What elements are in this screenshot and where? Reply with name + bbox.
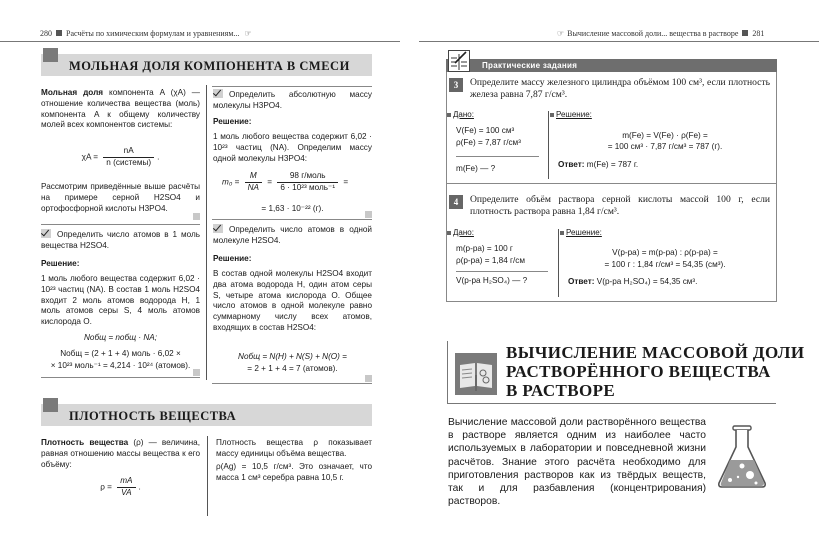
banner-square-icon [43, 48, 58, 62]
formula-text: Nобщ = nобщ · NA; [84, 333, 157, 342]
section-title: ПЛОТНОСТЬ ВЕЩЕСТВА [69, 409, 237, 423]
notebook-pen-icon [448, 50, 470, 72]
hand-pointer-icon: ☞ [244, 29, 252, 38]
solution-line: = 100 г : 1,84 г/см³ = 54,35 (см³). [604, 259, 726, 269]
solution-heading: Решение: [213, 117, 252, 126]
running-title: Расчёты по химическим формулам и уравнениям... [66, 29, 240, 38]
find-value: m(Fe) — ? [456, 164, 496, 173]
task-prompt: Определить число атомов в одной молекуле H2SO4. [213, 225, 372, 245]
divider [212, 219, 372, 220]
end-square-icon [193, 213, 200, 220]
solution-text: 1 моль любого вещества содержит 6,02 · 10²³ частиц (NA). В состав 1 моль H2SO4 входит 2 моль атомов водорода H, 1 моль атомов серы S, 4 моль атомов кислорода O. [41, 274, 200, 327]
banner-square-icon [43, 398, 58, 412]
section-body: Вычисление массовой доли растворённого вещества в растворе является одним из наиболее часто используемых в лаборатории и повседневной жизни расчётов. Знание этого расчёта необходимо для приготовления растворов как из твёрдых веществ, так и для разбавления (концентрирования) растворов. [448, 417, 706, 508]
density-explanation: Плотность вещества ρ показывает массу единицы объёма вещества. [216, 438, 372, 458]
end-square-icon [193, 369, 200, 376]
solution-line: V(р-ра) = m(р-ра) : ρ(р-ра) = [612, 248, 718, 257]
heading-line: В РАСТВОРЕ [506, 381, 616, 401]
divider [212, 383, 372, 384]
solution-label [213, 254, 372, 265]
formula-numerator: M [245, 171, 262, 183]
given-item: ρ(р-ра) = 1,84 г/см [456, 256, 526, 266]
heading-left-rule [447, 341, 448, 403]
answer [558, 160, 638, 171]
checkmark-icon [213, 89, 223, 98]
task-atoms-in-mole [41, 229, 200, 252]
formula-numerator: mA [117, 476, 135, 488]
formula-denominator: NA [247, 182, 259, 192]
task-number-badge: 3 [449, 78, 463, 92]
formula-denominator: VA [121, 487, 132, 497]
column-divider [206, 85, 207, 380]
answer-value: m(Fe) = 787 г. [586, 160, 639, 169]
density-definition [41, 438, 200, 470]
answer-label: Ответ: [568, 277, 595, 286]
header-rule [0, 41, 400, 42]
header-rule [419, 41, 819, 42]
definition-term: Мольная доля [41, 88, 104, 97]
formula-line-2: = 2 + 1 + 4 = 7 (атомов). [247, 364, 338, 373]
mass-result: = 1,63 · 10⁻²² (г). [261, 204, 324, 213]
definition-text: (ρ) — величина, равная отношению массы вещества к его объёму: [41, 438, 201, 469]
density-formula: ρ = $\frac{mA}{VA}$ . [100, 476, 141, 497]
page-number: 280 [40, 29, 52, 38]
solution-text: В состав одной молекулы H2SO4 входит два атома водорода H, один атом серы S, четыре атома кислорода O. Общее число атомов в одной молекуле равно суммарному числу всех атомов, входящих в состав H2SO4: [213, 269, 372, 333]
heading-line: ВЫЧИСЛЕНИЕ МАССОВОЙ ДОЛИ [506, 343, 805, 362]
end-square-icon [365, 375, 372, 382]
column-divider [548, 111, 549, 179]
section-title: МОЛЬНАЯ ДОЛЯ КОМПОНЕНТА В СМЕСИ [69, 59, 350, 73]
silver-density-example: ρ(Ag) = 10,5 г/см³. Это означает, что масса 1 см³ серебра равна 10,5 г. [216, 462, 372, 482]
given-list [456, 125, 521, 150]
given-item: ρ(Fe) = 7,87 г/см³ [456, 138, 521, 148]
formula-line-2: Nобщ = (2 + 1 + 4) моль · 6,02 × [60, 349, 181, 358]
solution-label: Решение: [550, 110, 592, 121]
book-molecule-icon [455, 353, 497, 395]
given-item: m(р-ра) = 100 г [456, 244, 513, 253]
solution-line: m(Fe) = V(Fe) · ρ(Fe) = [622, 131, 708, 140]
formula-numerator: nA [103, 146, 154, 158]
mole-fraction-definition [41, 88, 200, 131]
task-atoms-in-molecule [213, 224, 372, 247]
running-title: Вычисление массовой доли... вещества в растворе [567, 29, 739, 38]
formula-lhs: m₀ = [222, 177, 240, 187]
left-running-head [40, 29, 252, 40]
checkmark-icon [213, 224, 223, 233]
section-banner-density [41, 404, 372, 426]
solution-text: 1 моль любого вещества содержит 6,02 · 10²³ частиц (NA). Определим массу одной молекулы H3PO4: [213, 132, 372, 163]
formula-line-1 [41, 333, 200, 344]
answer-label: Ответ: [558, 160, 585, 169]
solution-line: = 100 см³ · 7,87 г/см³ = 787 (г). [607, 142, 723, 152]
heading-line: РАСТВОРЁННОГО ВЕЩЕСТВА [506, 362, 771, 382]
formula-denominator: 6 · 10²³ моль⁻¹ [280, 182, 336, 192]
task-absolute-mass [213, 89, 372, 112]
solution-label [213, 117, 372, 128]
erlenmeyer-flask-icon [716, 425, 768, 493]
divider [212, 86, 372, 87]
formula-line-1 [213, 352, 372, 363]
section-heading [506, 343, 804, 401]
section-banner-mole-fraction [41, 54, 372, 76]
answer-value: V(р-ра H₂SO₄) = 54,35 см³. [596, 277, 698, 286]
solution-lines [565, 130, 765, 153]
find-value: V(р-ра H₂SO₄) — ? [456, 276, 528, 285]
hand-pointer-icon: ☞ [557, 29, 565, 38]
solution-heading: Решение: [213, 254, 252, 263]
solution-lines [570, 247, 760, 271]
definition-term: Плотность вещества [41, 438, 129, 447]
given-label: Дано: [447, 110, 474, 121]
practice-header: Практические задания [446, 59, 777, 72]
formula-lhs: ρ = [100, 482, 112, 492]
square-bullet-icon [742, 30, 748, 36]
column-divider [558, 229, 559, 297]
page-number: 281 [752, 29, 765, 38]
divider [41, 377, 200, 378]
formula-line-3: × 10²³ моль⁻¹ = 4,214 · 10²⁴ (атомов). [50, 361, 191, 370]
solution-heading: Решение: [41, 259, 80, 268]
square-bullet-icon [56, 30, 62, 36]
solution-label [41, 259, 200, 270]
mass-formula: m₀ = $\frac{M}{NA}$ = $\frac{\text{98 г/моль}}{\text{6 · 10²³ моль⁻¹}}$ = [222, 171, 349, 192]
heading-bottom-rule [447, 403, 776, 404]
task-statement: Определите массу железного цилиндра объёмом 100 см³, если плотность железа равна 7,87 г/см³. [470, 77, 770, 101]
task-number-badge: 4 [449, 195, 463, 209]
formula-lhs: χA = [81, 152, 99, 162]
solution-label: Решение: [560, 228, 602, 239]
end-square-icon [365, 211, 372, 218]
formula-text: Nобщ = N(H) + N(S) + N(O) = [238, 352, 347, 361]
given-item: V(Fe) = 100 см³ [456, 126, 515, 135]
divider [456, 156, 539, 157]
column-divider [207, 436, 208, 516]
divider [41, 224, 200, 225]
checkmark-icon [41, 229, 51, 238]
definition-text: компонента A (χA) — отношение количества вещества (моль) компонента A к общему количеству молей всех компонентов системы: [41, 88, 200, 130]
mole-fraction-formula: χA = $\frac{nA}{\text{n (системы)}}$ . [81, 146, 160, 167]
task-statement: Определите объём раствора серной кислоты массой 100 г, если плотность раствора равна 1,84 г/см³. [470, 194, 770, 218]
formula-numerator: 98 г/моль [277, 171, 338, 183]
given-label: Дано: [447, 228, 474, 239]
given-list [456, 243, 525, 268]
divider [456, 271, 548, 272]
right-running-head [557, 29, 764, 40]
intro-paragraph: Рассмотрим приведённые выше расчёты на примере серной H2SO4 и ортофосфорной кислоты H3PO4. [41, 182, 200, 213]
formula-denominator: n (системы) [106, 157, 152, 167]
answer [568, 277, 697, 288]
task-separator [446, 183, 777, 184]
task-prompt: Определить число атомов в 1 моль вещества H2SO4. [41, 230, 200, 250]
task-prompt: Определить абсолютную массу молекулы H3PO4. [213, 90, 372, 110]
